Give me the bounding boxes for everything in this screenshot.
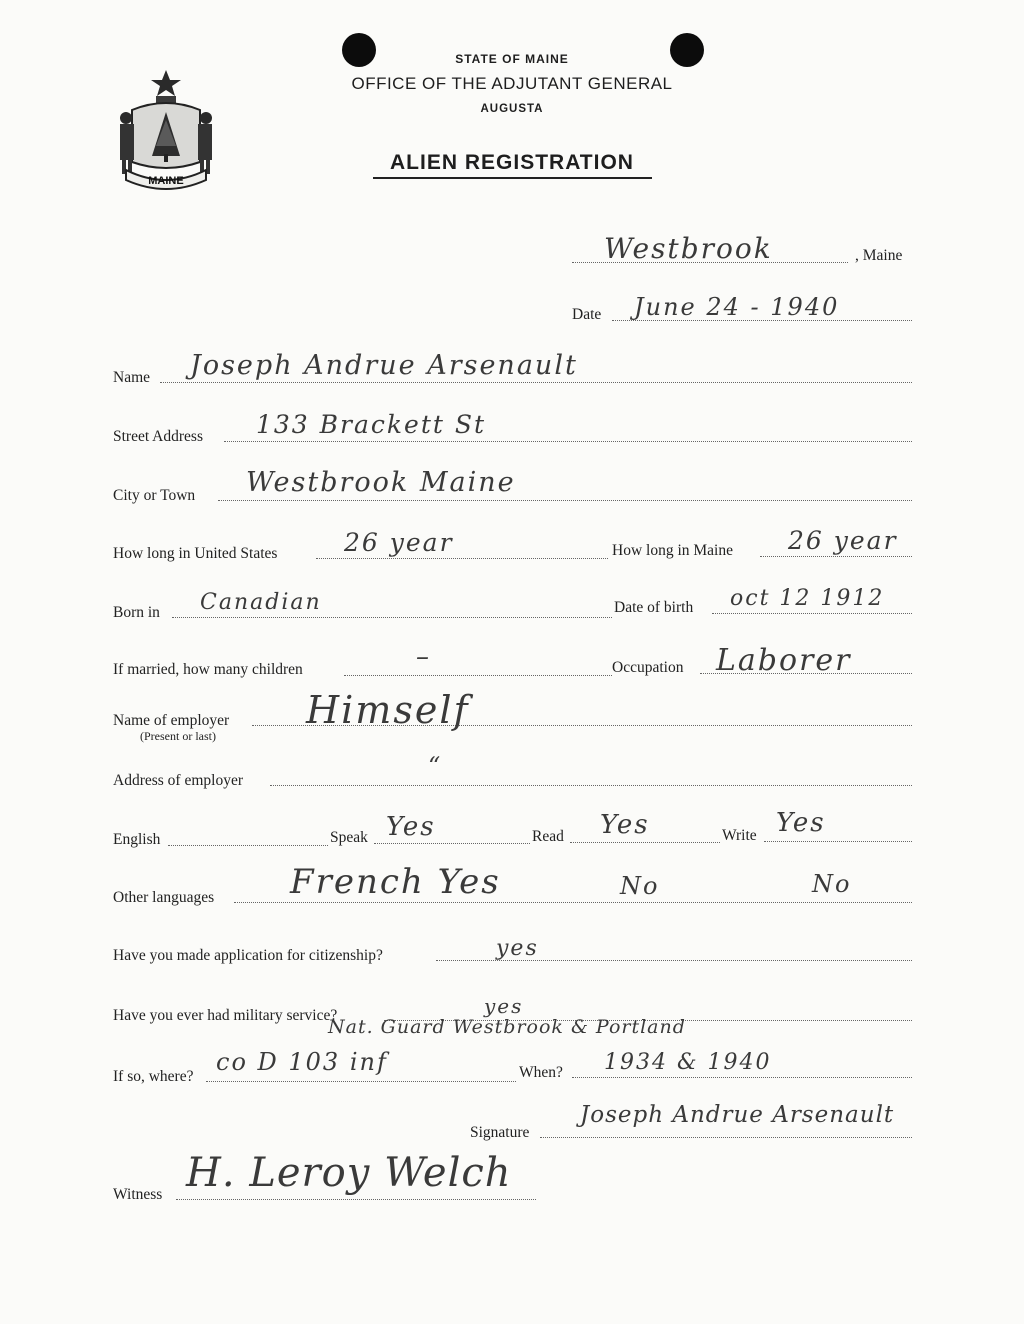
english-read-value: Yes (600, 810, 650, 840)
name-label: Name (113, 369, 151, 386)
english-write-value: Yes (776, 808, 826, 838)
city-town-value: Westbrook Maine (246, 467, 516, 498)
military-value: yes (484, 994, 524, 1018)
children-label: If married, how many children (113, 661, 303, 678)
employer-address-label: Address of employer (113, 772, 243, 789)
date-of-birth-value: oct 12 1912 (730, 586, 885, 611)
speak-line (374, 843, 530, 844)
witness-value: H. Leroy Welch (186, 1150, 512, 1196)
how-long-maine-line (760, 556, 912, 557)
where-line (206, 1081, 516, 1082)
date-of-birth-line (712, 613, 912, 614)
employer-value: Himself (306, 688, 470, 732)
where-value: co D 103 inf (216, 1048, 388, 1076)
citizenship-label: Have you made application for citizenship? (113, 947, 383, 964)
occupation-label: Occupation (612, 659, 684, 676)
date-label: Date (572, 306, 602, 323)
maine-suffix: , Maine (855, 247, 903, 264)
english-label: English (113, 831, 161, 848)
born-in-line (172, 617, 612, 618)
header-state: STATE OF MAINE (455, 52, 569, 66)
city-town-line (218, 500, 912, 501)
street-value: 133 Brackett St (256, 410, 487, 439)
signature-line (540, 1137, 912, 1138)
street-line (224, 441, 912, 442)
street-label: Street Address (113, 428, 203, 445)
title-underline (373, 177, 652, 179)
date-value: June 24 - 1940 (634, 293, 840, 321)
witness-label: Witness (113, 1186, 163, 1203)
when-line (572, 1077, 912, 1078)
signature-label: Signature (470, 1124, 530, 1141)
born-in-value: Canadian (200, 590, 322, 615)
write-label: Write (722, 827, 757, 844)
town-value: Westbrook (604, 232, 773, 265)
other-languages-label: Other languages (113, 889, 215, 906)
other-languages-line (234, 902, 912, 903)
speak-label: Speak (330, 829, 368, 846)
english-speak-value: Yes (386, 812, 436, 842)
how-long-us-value: 26 year (344, 528, 454, 557)
form-title: ALIEN REGISTRATION (390, 151, 634, 174)
born-in-label: Born in (113, 604, 160, 621)
english-line (168, 845, 328, 846)
employer-address-line (270, 785, 912, 786)
seal-label: MAINE (148, 175, 184, 187)
read-line (570, 842, 720, 843)
children-value: – (416, 642, 431, 672)
other-read-value: No (620, 872, 660, 900)
employer-address-value: “ (428, 752, 443, 780)
read-label: Read (532, 828, 564, 845)
write-line (764, 841, 912, 842)
city-town-label: City or Town (113, 487, 196, 504)
signature-value: Joseph Andrue Arsenault (580, 1102, 895, 1128)
when-value: 1934 & 1940 (604, 1050, 772, 1075)
other-languages-value: French Yes (290, 862, 501, 902)
witness-line (176, 1199, 536, 1200)
name-value: Joseph Andrue Arsenault (190, 350, 578, 381)
employer-sublabel: (Present or last) (140, 729, 216, 743)
employer-label: Name of employer (113, 712, 230, 729)
other-write-value: No (812, 870, 852, 898)
how-long-maine-value: 26 year (788, 526, 898, 555)
citizenship-value: yes (496, 936, 539, 961)
military-note: Nat. Guard Westbrook & Portland (328, 1016, 686, 1038)
date-of-birth-label: Date of birth (614, 599, 694, 616)
how-long-us-line (316, 558, 608, 559)
how-long-maine-label: How long in Maine (612, 542, 733, 559)
when-label: When? (519, 1064, 563, 1081)
header-office: OFFICE OF THE ADJUTANT GENERAL (351, 74, 673, 93)
name-line (160, 382, 912, 383)
occupation-value: Laborer (716, 643, 852, 678)
children-line (344, 675, 612, 676)
how-long-us-label: How long in United States (113, 545, 278, 562)
header-city: AUGUSTA (480, 103, 544, 115)
military-label: Have you ever had military service? (113, 1007, 338, 1024)
if-so-where-label: If so, where? (113, 1068, 194, 1085)
